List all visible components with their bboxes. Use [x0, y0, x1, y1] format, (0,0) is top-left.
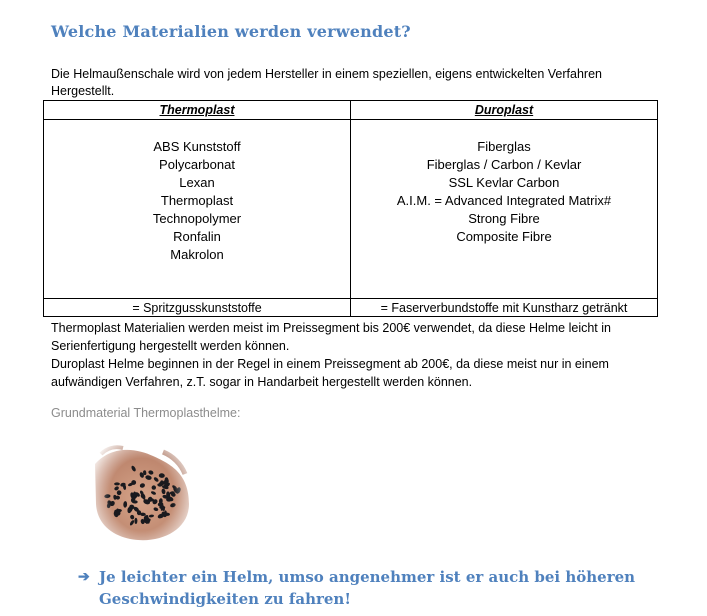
list-item: Strong Fibre	[468, 211, 540, 226]
thermoplast-list	[44, 120, 351, 299]
granulate-hand-photo	[93, 434, 191, 544]
table-header-row	[44, 101, 658, 120]
header-duroplast: Duroplast	[351, 101, 658, 120]
list-item: A.I.M. = Advanced Integrated Matrix#	[396, 193, 612, 208]
list-item: Lexan	[179, 175, 215, 190]
list-item: Fiberglas / Carbon / Kevlar	[426, 157, 582, 172]
footer-thermoplast: = Spritzgusskunststoffe	[44, 299, 351, 317]
conclusion-text: Je leichter ein Helm, umso angenehmer ist er auch bei höheren Geschwindigkeiten zu fahren!	[99, 568, 636, 608]
list-item: ABS Kunststoff	[153, 139, 241, 154]
duroplast-list	[351, 120, 658, 299]
footer-duroplast: = Faserverbundstoffe mit Kunstharz getränkt	[351, 299, 658, 317]
list-item: Composite Fibre	[456, 229, 552, 244]
paragraph-thermoplast: Thermoplast Materialien werden meist im Preissegment bis 200€ verwendet, da diese Helme leicht in Serienfertigung hergestellt werden können.	[51, 321, 611, 353]
list-item: Technopolymer	[152, 211, 242, 226]
list-item: SSL Kevlar Carbon	[448, 175, 560, 190]
intro-text: Die Helmaußenschale wird von jedem Hersteller in einem speziellen, eigens entwickelten Verfahren Hergestellt.	[51, 67, 602, 98]
table-body-row	[44, 120, 658, 299]
list-item: Ronfalin	[173, 229, 221, 244]
list-item: Fiberglas	[477, 139, 531, 154]
image-caption: Grundmaterial Thermoplasthelme:	[51, 406, 241, 420]
header-thermoplast: Thermoplast	[44, 101, 351, 120]
list-item: Polycarbonat	[159, 157, 235, 172]
arrow-right-icon: ➔	[78, 569, 90, 585]
list-item: Thermoplast	[160, 193, 234, 208]
paragraph-duroplast: Duroplast Helme beginnen in der Regel in einem Preissegment ab 200€, da diese meist nur in einem aufwändigen Verfahren, z.T. sogar in Handarbeit hergestellt werden können.	[51, 357, 609, 389]
page-heading: Welche Materialien werden verwendet?	[51, 22, 411, 41]
table-footer-row	[44, 299, 658, 317]
list-item: Makrolon	[170, 247, 224, 262]
materials-table	[43, 100, 658, 317]
